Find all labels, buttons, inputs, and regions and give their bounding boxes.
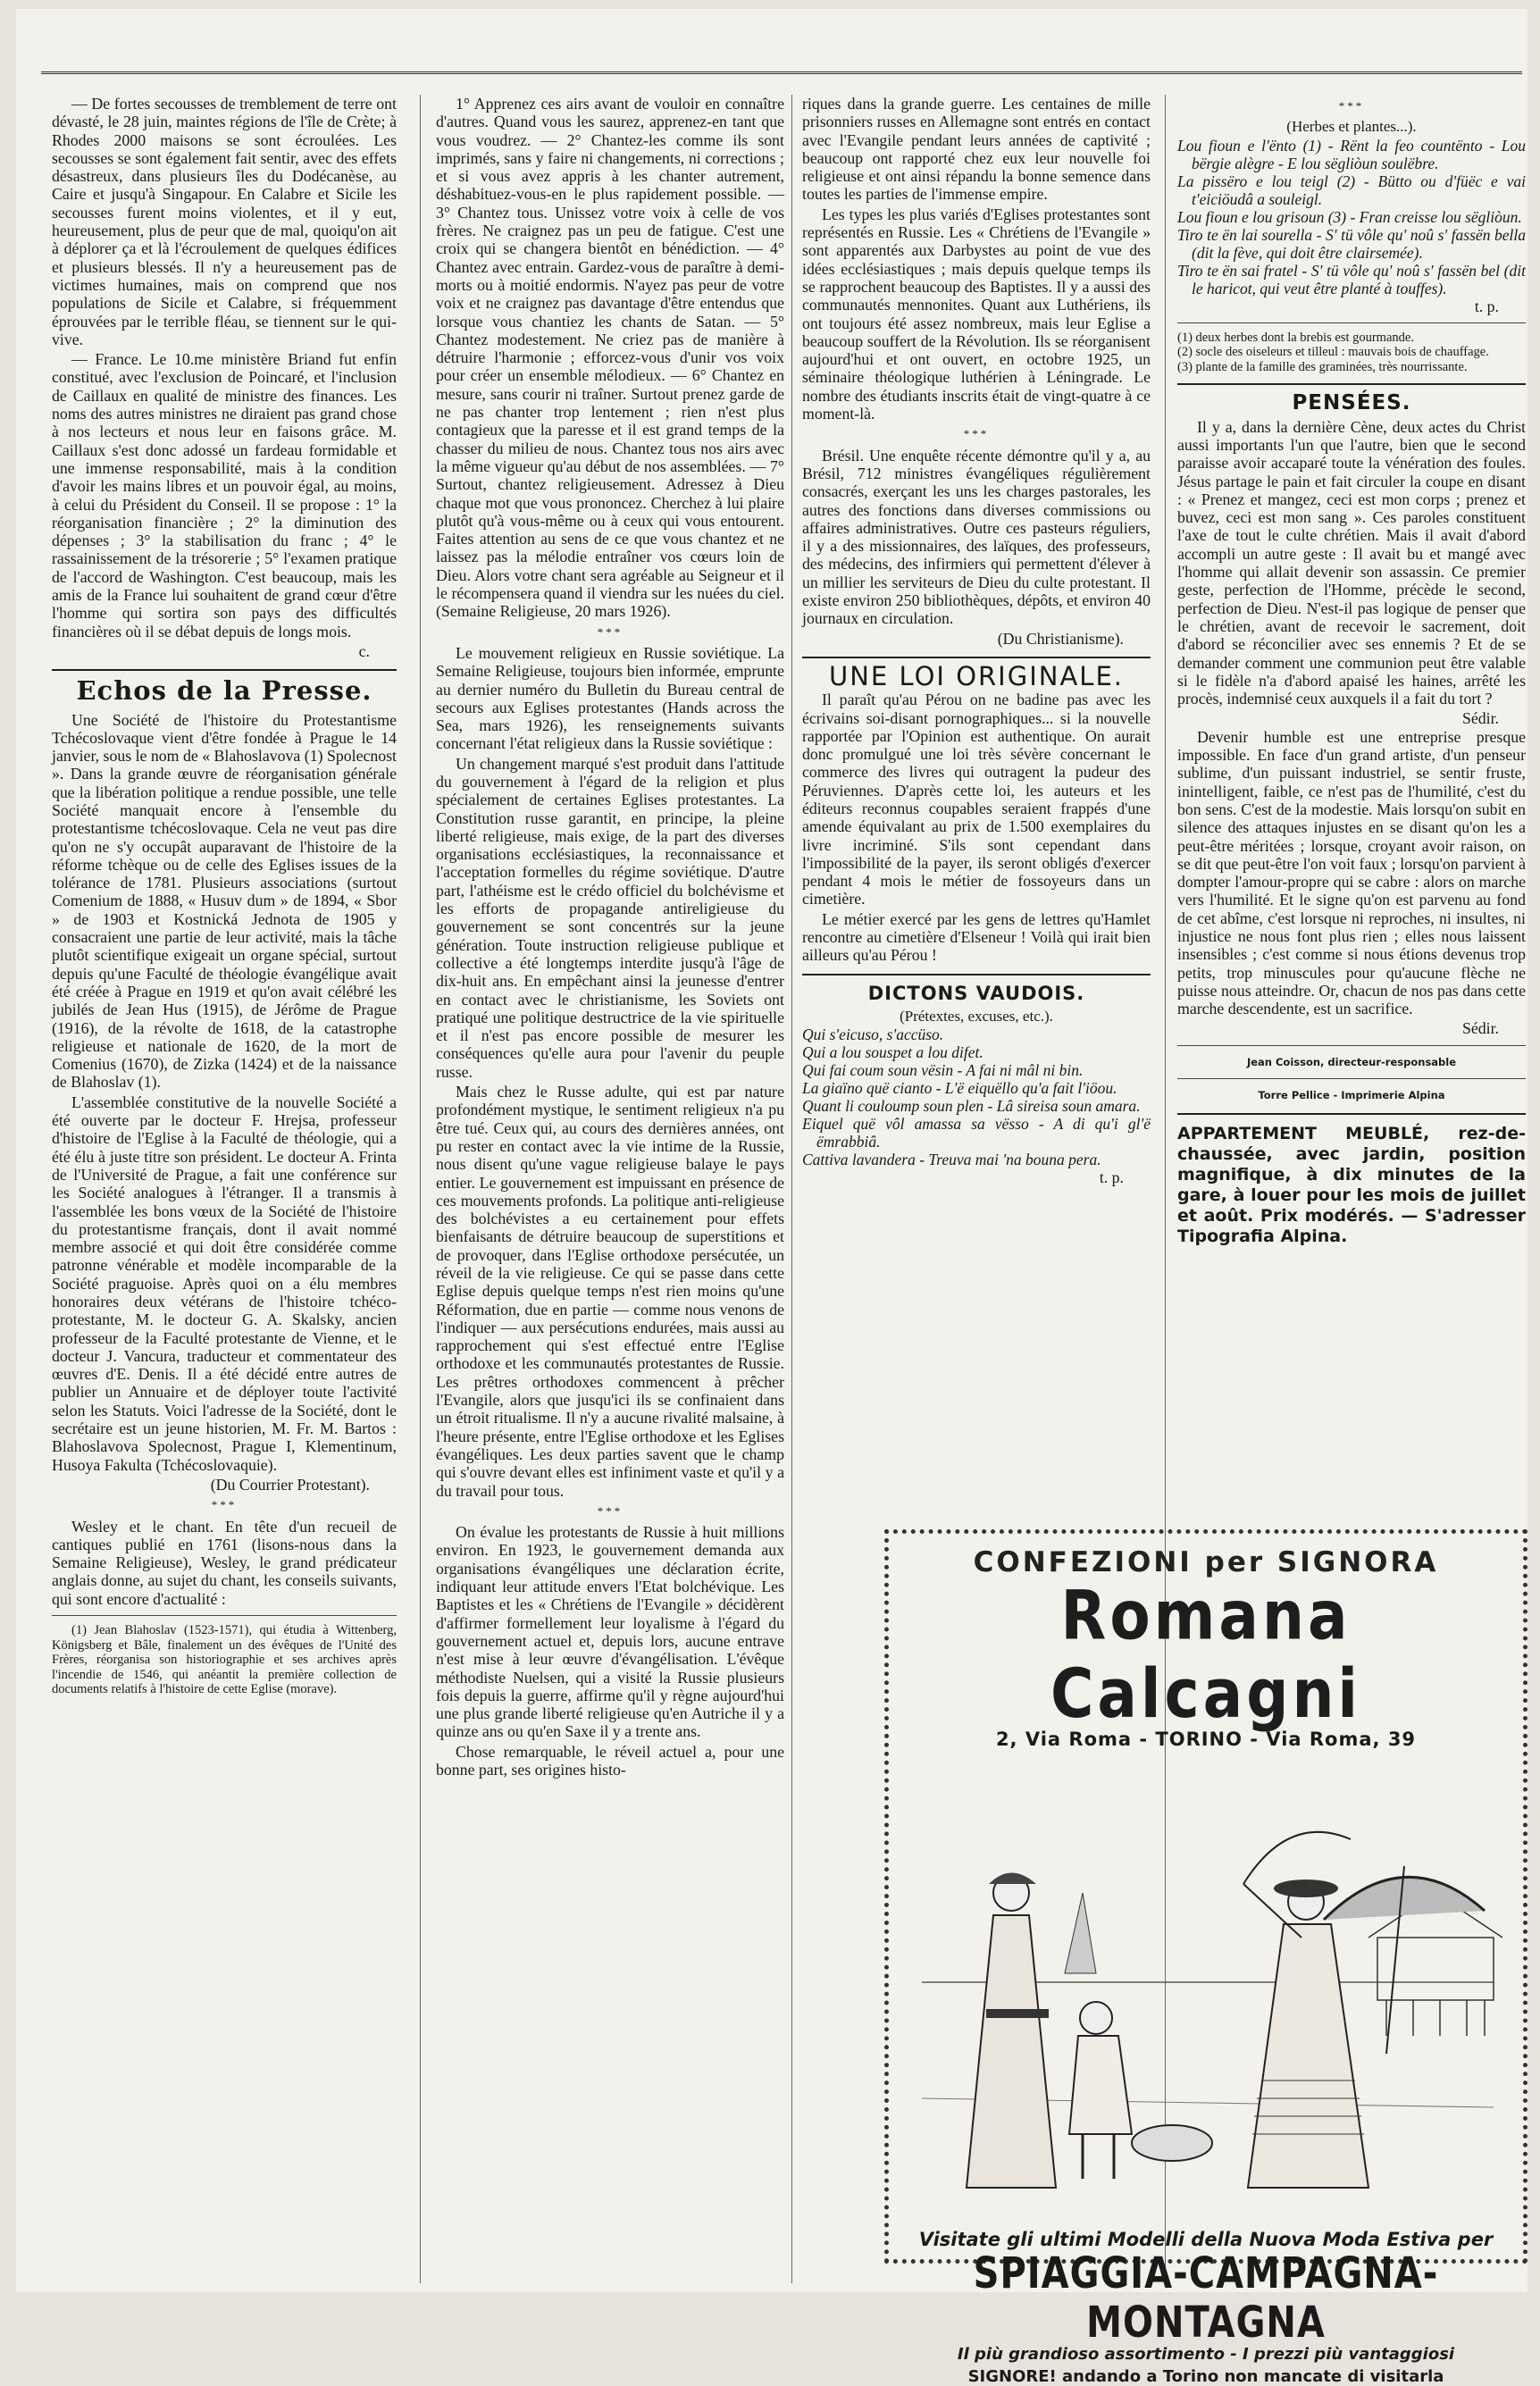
column-2 bbox=[436, 95, 784, 2274]
dicton: Eiquel quë vôl amassa sa vësso - A di qu'i gl'ë ëmrabbiâ. bbox=[802, 1115, 1151, 1151]
section-rule bbox=[802, 974, 1151, 975]
ad-address: 2, Via Roma - TORINO - Via Roma, 39 bbox=[995, 1729, 1417, 1750]
herbe-line: Tiro te ën lai sourella - S' tü vôle qu' noû s' fassën bella (dit la fève, qui doit être clairsemée). bbox=[1177, 225, 1526, 262]
echo-societe: Une Société de l'histoire du Protestantisme Tchécoslovaque vient d'être fondée à Prague le 14 janvier, sous le nom de « Blahoslavova (1) Spolecnost ». Dans la grande œuvre de réorganisation générale que la libération politique a rendue possible, une telle Société manquait encore à l'ensemble du protestantisme tchécoslovaque. Cela ne veut pas dire qu'on ne s'y occupât auparavant de l'histoire de la réforme tchèque ou de celle des Eglises issues de la tolérance de 1781. Plusieurs associations (surtout Comenium de 1888, « Husuv dum » de 1894, « Sbor » de 1903 et Kostnická Jednota de 1905 y consacraient une partie de leur activité, mais la tâche plutôt scientifique exigeait un organe spécial, surtout depuis qu'une Faculté de théologie évangélique avait été créée à Prague en 1919 et qu'on avait célébré les jubilés de Jean Hus (1915), de Jérôme de Prague (1916), de la révolte de 1618, de la catastrophe religieuse et nationale de 1620, de la mort de Comenius (1670), de Zizka (1424) et de la naissance de Blahoslav (1). bbox=[52, 710, 397, 1092]
dicton: Qui a lou souspet a lou difet. bbox=[802, 1043, 983, 1062]
echo-assemblee: L'assemblée constitutive de la nouvelle Société a été ouverte par le docteur F. Hrejsa, professeur d'histoire de l'Eglise à la Faculté de théologie, qui a été élu à juste titre son président. Le docteur A. Frinta de l'Université de Prague, a fait une conférence sur les Société analogues à l'étranger. Il a transmis à l'assemblée les bons vœux de la Société de l'histoire du protestantisme français, dont il avait nommé membre associé et qui doit être considérée comme patronne vénérable et modèle incomparable de la Société praguoise. Après quoi on a élu membres honoraires deux vétérans de l'histoire tchéco-protestante, M. le docteur G. A. Skalsky, ancien professeur de la Faculté protestante de Vienne, et le docteur J. Vancura, traducteur et commentateur des œuvres d'E. Denis. Il a été décidé entre autres de publier un Annuaire et de déployer toute l'activité selon les Statuts. Voici l'adresse de la Société, dont le secrétaire est un jeune historien, M. Fr. M. Bartos : Blahoslavova Spolecnost, Prague I, Klementinum, Husoya Fakulta (Tchécoslovaquie). bbox=[52, 1093, 397, 1474]
note: (1) deux herbes dont la brebis est gourmande. bbox=[1177, 330, 1414, 345]
pensee-1: Il y a, dans la dernière Cène, deux actes du Christ aussi importants l'un que l'autre, bien que le second paraisse avoir accaparé toute la vénération des foules. Jésus partage le pain et fait circuler la coupe en disant : « Prenez et mangez, ceci est mon corps ; prenez et buvez, ceci est mon sang ». Ces paroles constituent l'axe de tout le culte chrétien. Mais il avait d'abord accompli un autre geste : Il avait bu et mangé avec l'homme qui allait devenir son assassin. Ce premier geste, perfection de l'Homme, précède le second, perfection de Dieu. N'est-il pas logique de penser que le chrétien, avant de recevoir le sacrement, doit d'abord se réconcilier avec ses ennemis ? Et de se demander comment une communion peut être valable si le fidèle n'a d'abord apaisé les haines, arrêté les procès, indemnisé ceux auxquels il a fait du tort ? bbox=[1177, 417, 1526, 708]
section-title-pensees: PENSÉES. bbox=[1292, 391, 1411, 415]
pensee-2: Devenir humble est une entreprise presque impossible. En face d'un grand artiste, d'un penseur sublime, d'un puissant industriel, se sentir fruste, inintelligent, faible, ce n'est pas de l'humilité, c'est du bon sens. C'est de la modestie. Mais lorsqu'on subit en silence des attaques injustes en se disant qu'on les a peut-être méritées ; lorsque, croyant avoir raison, on se dit que peut-être l'on voit faux ; lorsqu'on parvient à dompter l'amour-propre qui se cabre : alors on marche vers l'humilité. Et le signe qu'on est parvenu au fond de cet abîme, c'est lorsque ni reproches, ni insultes, ni injustice ne nous font plus rien ; elles nous laissent insensibles ; c'est comme si nous étions devenus trop petits, trop minuscules pour qu'aucune flèche ne puisse nous atteindre. Or, chacun de nos pas dans cette marche descendente, est un sacrifice. bbox=[1177, 727, 1526, 1018]
herbe-line: Lou fioun e l'ënto (1) - Rënt la feo countënto - Lou bërgie alègre - E lou sëgliòun soulëbre. bbox=[1177, 136, 1526, 172]
column-divider bbox=[791, 95, 792, 2283]
note: (2) socle des oiseleurs et tilleul : mauvais bois de chauffage. bbox=[1177, 345, 1489, 360]
imprint-rule bbox=[1177, 1045, 1526, 1046]
echo-wesley: Wesley et le chant. En tête d'un recueil de cantiques publié en 1761 (lisons-nous dans la Semaine Religieuse), Wesley, le grand prédicateur anglais donne, au sujet du chant, les conseils suivants, qui sont encore d'actualité : bbox=[52, 1517, 397, 1608]
imprint-rule bbox=[1177, 1078, 1526, 1079]
news-crete: — De fortes secousses de tremblement de terre ont dévasté, le 28 juin, maintes régions de l'île de Crète; à Rhodes 2000 maisons se sont écroulées. Les secousses se sont également fait sentir, avec des effets désastreux, dans plusieurs îles du Dodécanèse, au Caire et jusqu'à Singapour. En Calabre et Sicile les secousses furent moins violentes, et il y eut, heureusement, plus de peur que de mal, quoiqu'on ait à déplorer ça et là l'écroulement de quelques édifices et plusieurs blessés. Il n'y a heureusement pas de victimes humaines, mais on comprend que nos populations de Sicile et Calabre, si fréquemment éprouvées par le terrible fléau, se tiennent sur le qui-vive. bbox=[52, 95, 397, 348]
herbes-subtitle: (Herbes et plantes...). bbox=[1286, 118, 1417, 136]
russie-types: Les types les plus variés d'Eglises protestantes sont représentés en Russie. Les « Chrétiens de l'Evangile » sont apparentés aux Darbystes au point de vue des idées ecclésiastiques ; mais depuis quelque temps ils se rapprochent beaucoup des Baptistes. Il y a aussi des communautés mennonites. Quant aux Luthériens, ils ont toujours été assez nombreux, mais leur Eglise a beaucoup souffert de la Révolution. Ils se réorganisent aujourd'hui et ont ouvert, en octobre 1925, un séminaire théologique luthérien à Léningrade. Le nombre des étudiants inscrits était de vingt-quatre à ce moment-là. bbox=[802, 205, 1151, 423]
section-title-echos: Echos de la Presse. bbox=[76, 675, 372, 707]
signature: t. p. bbox=[1099, 1168, 1124, 1187]
herbes-notes bbox=[1177, 331, 1526, 375]
signature: t. p. bbox=[1474, 297, 1499, 315]
classified-ad: APPARTEMENT MEUBLÉ, rez-de-chaussée, avec jardin, position magnifique, à dix minutes de la gare, à louer pour les mois de juillet et août. Prix modérés. — S'adresser Tipografia Alpina. bbox=[1177, 1124, 1526, 1247]
note: (3) plante de la famille des graminées, très nourrissante. bbox=[1177, 359, 1468, 374]
source-credit: (Du Christianisme). bbox=[997, 629, 1124, 648]
signature: Sédir. bbox=[1462, 709, 1499, 728]
russie-intro: Le mouvement religieux en Russie soviétique. La Semaine Religieuse, toujours bien informée, emprunte au dernier numéro du Bulletin du Bureau central de secours aux Eglises protestantes (Hands across the Sea, mars 1926), les renseignements suivants concernant l'état religieux dans la Russie soviétique : bbox=[436, 643, 784, 753]
separator-stars: *** bbox=[211, 1498, 238, 1512]
dicton: La giaïno quë cianto - L'ë eiquëllo qu'a fait l'iöou. bbox=[802, 1079, 1117, 1098]
section-title-loi: UNE LOI ORIGINALE. bbox=[829, 660, 1124, 691]
column-divider bbox=[420, 95, 421, 2283]
loi-p1: Il paraît qu'au Pérou on ne badine pas avec les écrivains soi-disant pornographiques... si la nouvelle rapportée par l'Opinion est authentique. On aurait donc promulgué une loi très sévère concernant le commerce des livres qui outragent la pudeur des Péruviennes. D'après cette loi, les auteurs et les éditeurs reconnus coupables seraient frappés d'une amende équivalant au prix de 1.500 exemplaires du livre incriminé. S'ils sont cependant dans l'impossibilité de la payer, ils seront obligés d'exercer pendant 4 mois le métier de fossoyeurs dans un cimetière. bbox=[802, 691, 1151, 908]
section-title-dictons: DICTONS VAUDOIS. bbox=[867, 982, 1085, 1004]
russie-cont: riques dans la grande guerre. Les centaines de mille prisonniers russes en Allemagne sont entrés en contact avec l'Evangile pendant leurs années de captivité ; beaucoup ont rapporté chez eux leur nouvelle foi religieuse et ont ainsi répandu la bonne semence dans toutes les parties de l'immense empire. bbox=[802, 95, 1151, 204]
top-rule bbox=[41, 71, 1522, 74]
section-rule bbox=[1177, 383, 1526, 385]
separator-stars: *** bbox=[963, 427, 990, 441]
ad-call-to-action: SIGNORE! andando a Torino non mancate di visitarla bbox=[967, 2367, 1444, 2386]
ad-illustration bbox=[903, 1759, 1509, 2223]
section-rule bbox=[802, 657, 1151, 658]
russie-p3: On évalue les protestants de Russie à huit millions environ. En 1923, le gouvernement demanda aux organisations évangéliques une déclaration écrite, indiquant leur attitude envers l'Etat bolchévique. Les Baptistes et les « Chrétiens de l'Evangile » décidèrent d'affirmer formellement leur loyalisme à l'égard du gouvernement actuel et, depuis lors, aucune entrave n'est mise à leur œuvre d'évangélisation. L'évêque méthodiste Nuelsen, qui a visité la Russie plusieurs fois depuis la guerre, affirme qu'il y règne aujourd'hui une plus grande liberté religieuse qu'en Autriche il y a quinze ans ou qu'en Saxe il y a trente ans. bbox=[436, 1523, 784, 1741]
imprint-director: Jean Coisson, directeur-responsable bbox=[1246, 1055, 1457, 1068]
column-1 bbox=[52, 95, 397, 2274]
herbe-line: La pissëro e lou teigl (2) - Bütto ou d'füëc e vai t'eiciöudâ a souleigl. bbox=[1177, 172, 1526, 208]
dicton: Quant li couloump soun plen - Lâ sireisa soun amara. bbox=[802, 1097, 1141, 1116]
section-rule bbox=[52, 669, 397, 671]
herbes-list bbox=[1177, 137, 1526, 297]
advertisement bbox=[884, 1529, 1527, 2386]
dictons-list bbox=[802, 1026, 1151, 1168]
newspaper-page bbox=[16, 9, 1527, 2386]
notes-rule bbox=[1177, 322, 1526, 323]
signature: Sédir. bbox=[1462, 1019, 1499, 1038]
footnote: (1) Jean Blahoslav (1523-1571), qui étudia à Wittenberg, Königsberg et Bâle, finalement un des évêques de l'Unité des Frères, réorganisa son historiographie et ses archives après l'incendie de 1546, qui anéantit la première collection de documents relatifs à l'histoire de cette Eglise (morave). bbox=[52, 1623, 397, 1697]
ad-header: CONFEZIONI per SIGNORA bbox=[973, 1546, 1439, 1578]
russie-p4: Chose remarquable, le réveil actuel a, pour une bonne part, ses origines histo- bbox=[436, 1742, 784, 1779]
separator-stars: *** bbox=[597, 1503, 624, 1518]
herbe-line: Lou fioun e lou grisoun (3) - Fran creisse lou sëgliòun. bbox=[1177, 207, 1522, 226]
ad-visit-text: Visitate gli ultimi Modelli della Nuova Moda Estiva per bbox=[918, 2229, 1494, 2250]
ad-brand: Romana Calcagni bbox=[1050, 1576, 1362, 1734]
section-rule bbox=[1177, 1113, 1526, 1115]
dicton: Cattiva lavandera - Treuva mai 'na bouna pera. bbox=[802, 1151, 1101, 1169]
dicton: Qui s'eicuso, s'accüso. bbox=[802, 1026, 944, 1044]
herbe-line: Tiro te ën sai fratel - S' tü vôle qu' noû s' fassën bel (dit le haricot, qui veut être planté à touffes). bbox=[1177, 261, 1526, 297]
separator-stars: *** bbox=[597, 624, 624, 639]
signature: c. bbox=[358, 641, 370, 660]
separator-stars: *** bbox=[1338, 99, 1365, 113]
bresil: Brésil. Une enquête récente démontre qu'il y a, au Brésil, 712 ministres évangéliques régulièrement consacrés, exerçant les uns les charges pastorales, les autres des fonctions dans diverses commissions ou affaires administratives. Outre ces pasteurs réguliers, il y a des missionnaires, des laïques, des professeurs, des médecins, des infirmiers qui permettent d'élever à un millier les serviteurs de Dieu du culte protestant. Il existe environ 250 bibliothèques, dépôts, et environ 40 journaux en circulation. bbox=[802, 446, 1151, 628]
russie-p2: Mais chez le Russe adulte, qui est par nature profondément mystique, le sentiment religieux n'a pu être tué. Ceux qui, au cours des dernières années, ont pu rester en contact avec la vie intime de la Russie, nous disent qu'une vague religieuse balaye le pays entier. Le gouvernement est impuissant en présence de ces mouvements profonds. La politique anti-religieuse des bolchévistes a eu certainement pour effets bienfaisants de détruire beaucoup de superstitions et de provoquer, dans l'Eglise orthodoxe persécutée, un réveil de la vie religieuse. Ce qui se passe dans cette Eglise depuis quelque temps n'est rien moins qu'une Réformation, due en partie — comme nous venons de l'indiquer — aux persécutions endurées, mais aussi au rapprochement qui s'est effectué entre l'Eglise orthodoxe et les communautés protestantes de Russie. Les prêtres orthodoxes commencent à prêcher l'Evangile, alors que jusqu'ici ils se confinaient dans un étroit ritualisme. Il n'y a aucune rivalité malsaine, à l'heure présente, entre l'Eglise orthodoxe et les Eglises évangéliques. Les deux parties savent que le champ qui s'ouvre devant elles est infiniment vaste et qu'il y a du travail pour tous. bbox=[436, 1083, 784, 1500]
loi-p2: Le métier exercé par les gens de lettres qu'Hamlet rencontre au cimetière d'Elseneur ! Voilà qui irait bien ailleurs qu'au Pérou ! bbox=[802, 909, 1151, 965]
wesley-rules: 1° Apprenez ces airs avant de vouloir en connaître d'autres. Quand vous les saurez, apprenez-en tant que vous voudrez. — 2° Chantez-les comme ils sont imprimés, sans y faire ni changements, ni corrections ; et si vous avez appris à les chanter autrement, déshabituez-vous-en le plus rapidement possible. — 3° Chantez tous. Unissez votre voix à celle de vos frères. Ne craignez pas un peu de fatigue. C'est une croix qui se changera bientôt en bénédiction. — 4° Chantez avec entrain. Gardez-vous de paraître à demi-morts ou à moitié endormis. N'ayez pas peur de votre voix et ne craignez pas davantage d'être entendus que lorsque vous chantiez les chants de Satan. — 5° Chantez modestement. Ne criez pas de manière à détruire l'harmonie ; efforcez-vous d'unir vos voix pour créer un ensemble mélodieux. — 6° Chantez en mesure, sans courir ni traîner. Surtout prenez garde de ne pas chanter trop lentement ; rien n'est plus contagieux que la paresse et il est grand temps de la chasser du milieu de nous. Chantez tous nos airs avec la même vigueur qu'au début de nos assemblées. — 7° Surtout, chantez religieusement. Adressez à Dieu chaque mot que vous prononcez. Cherchez à lui plaire plutôt qu'à vous-même ou à ceux qui vous entourent. Faites attention au sens de ce que vous chantez et ne laissez pas la mélodie entraîner vos cœurs loin de Dieu. Alors votre chant sera agréable au Seigneur et il le récompensera quand il viendra sur les nuées du ciel. (Semaine Religieuse, 20 mars 1926). bbox=[436, 95, 784, 621]
dicton: Qui fai coum soun vësin - A fai ni mâl ni bin. bbox=[802, 1061, 1084, 1080]
footnote-rule bbox=[52, 1615, 397, 1616]
dictons-subtitle: (Prétextes, excuses, etc.). bbox=[900, 1007, 1053, 1025]
news-france: — France. Le 10.me ministère Briand fut enfin constitué, avec l'exclusion de Poincaré, et l'inclusion de Caillaux en qualité de ministre des finances. Les noms des autres ministres ne diraient pas grand chose à nos lecteurs et nous leur en faisons grâce. M. Caillaux s'est donc adossé un fardeau formidable et une immense responsabilité, mais à la condition d'avoir les mains libres et un pouvoir égal, au moins, à celui du Président du Conseil. Il se propose : 1° la réorganisation financière ; 2° la diminution des dépenses ; 3° la stabilisation du franc ; 4° le rassainissement de la trésorerie ; 5° l'examen pratique de l'accord de Washington. C'est beaucoup, mais les amis de la France lui souhaitent de grand cœur d'être l'homme qui sortira son pays des difficultés financières où il se débat depuis de longs mois. bbox=[52, 350, 397, 640]
ad-tagline: Il più grandioso assortimento - I prezzi più vantaggiosi bbox=[957, 2345, 1455, 2364]
source-credit: (Du Courrier Protestant). bbox=[210, 1475, 370, 1494]
russie-p1: Un changement marqué s'est produit dans l'attitude du gouvernement à l'égard de la religion et plus spécialement de certaines Eglises protestantes. La Constitution russe garantit, en principe, la pleine liberté religieuse, mais exige, de la part des diverses organisations ecclésiastiques, la reconnaissance et l'acceptation formelles du régime soviétique. D'autre part, l'athéisme est le crédo officiel du bolchévisme et les efforts de propagande antireligieuse du gouvernement se sont concentrés sur la jeune génération. Toute instruction religieuse publique et collective a été longtemps interdite jusqu'à l'âge de dix-huit ans. En empêchant ainsi la jeunesse d'entrer en contact avec le christianisme, les Soviets ont pratiqué une politique destructrice de la vie spirituelle et il n'est pas encore possible de mesurer les conséquences qu'elle aura pour l'avenir du peuple russe. bbox=[436, 754, 784, 1081]
ad-places: SPIAGGIA-CAMPAGNA-MONTAGNA bbox=[973, 2248, 1439, 2348]
imprint-printer: Torre Pellice - Imprimerie Alpina bbox=[1258, 1089, 1445, 1102]
fashion-illustration-icon bbox=[904, 1759, 1508, 2223]
